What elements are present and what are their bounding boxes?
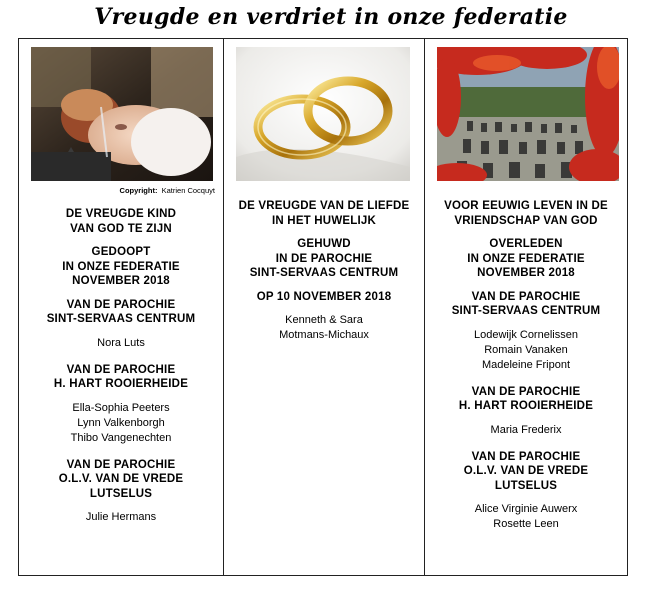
name-list: Maria Frederix	[490, 423, 562, 436]
name-list: Julie Hermans	[85, 511, 157, 523]
announcement-table	[18, 38, 628, 576]
wedding-rings-photo	[236, 47, 410, 181]
deaths-status: OVERLEDEN IN ONZE FEDERATIE NOVEMBER 2018	[467, 238, 585, 279]
name-list: Lodewijk Cornelissen Romain Vanaken Madeleine Fripont	[474, 328, 578, 371]
parish-heading: VAN DE PAROCHIE SINT-SERVAAS CENTRUM	[46, 298, 196, 325]
name-list: Nora Luts	[97, 336, 145, 349]
name-list: Ella-Sophia Peeters Lynn Valkenborgh Thibo Vangenechten	[70, 401, 172, 444]
deaths-column	[425, 39, 627, 575]
name-list: Alice Virginie Auwerx Rosette Leen	[474, 503, 578, 530]
parish-heading: VAN DE PAROCHIE SINT-SERVAAS CENTRUM	[451, 290, 601, 317]
baptisms-status: GEDOOPT IN ONZE FEDERATIE NOVEMBER 2018	[62, 246, 180, 287]
baptisms-column	[19, 39, 224, 575]
weddings-intro: DE VREUGDE VAN DE LIEFDE IN HET HUWELIJK	[238, 200, 410, 227]
weddings-column	[224, 39, 425, 575]
name-list: Kenneth & Sara Motmans-Michaux	[279, 314, 369, 341]
baptism-photo	[31, 47, 213, 181]
parish-heading: VAN DE PAROCHIE O.L.V. VAN DE VREDE LUTSELUS	[463, 450, 589, 492]
cemetery-photo	[437, 47, 619, 181]
baptisms-intro: DE VREUGDE KIND VAN GOD TE ZIJN	[65, 208, 177, 235]
parish-heading: VAN DE PAROCHIE H. HART ROOIERHEIDE	[53, 363, 189, 390]
page-title: Vreugde en verdriet in onze federatie	[94, 4, 568, 30]
deaths-content	[425, 199, 627, 544]
parish-heading: VAN DE PAROCHIE O.L.V. VAN DE VREDE LUTSELUS	[58, 458, 184, 500]
weddings-status: GEHUWD IN DE PAROCHIE SINT-SERVAAS CENTRUM	[249, 238, 399, 279]
baptisms-content	[19, 207, 223, 537]
wedding-date: OP 10 NOVEMBER 2018	[256, 290, 392, 303]
parish-heading: VAN DE PAROCHIE H. HART ROOIERHEIDE	[458, 385, 594, 412]
weddings-content	[224, 199, 424, 355]
deaths-intro: VOOR EEUWIG LEVEN IN DE VRIENDSCHAP VAN GOD	[444, 200, 608, 227]
photo-copyright: Copyright: Katrien Cocquyt	[119, 186, 215, 195]
